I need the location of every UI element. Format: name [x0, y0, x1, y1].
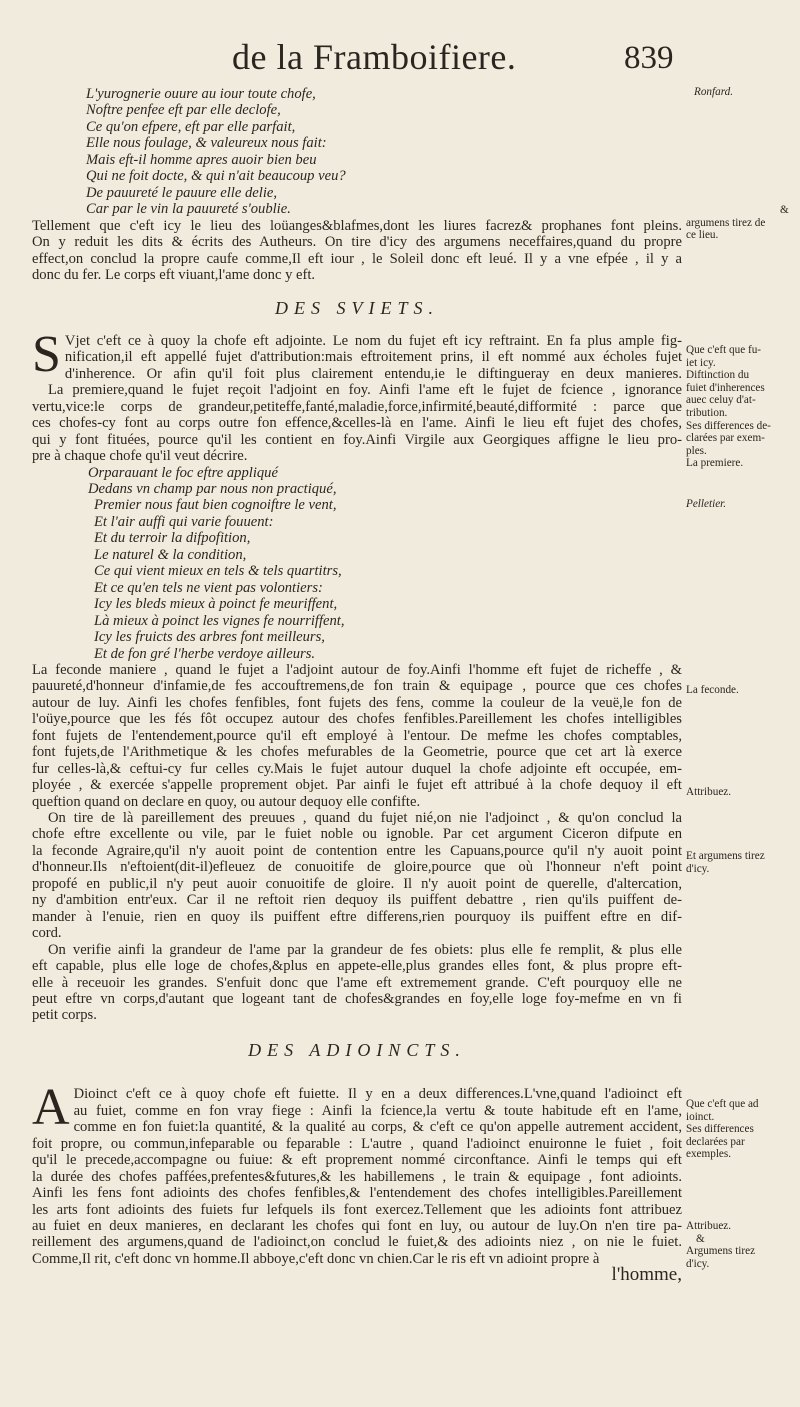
margin-note: Attribuez. & Argumens tirez d'icy.: [686, 1220, 756, 1270]
text-line: Ainfi les fens font adioints des chofes fenfibles,& l'entendement des chofes intelligibles.Pareillement: [32, 1185, 682, 1202]
text-line: effect,on conclud la propre caufe comme,Il eft iour , le Soleil donc eft leué. Il y a vne efpée , il y a: [32, 250, 682, 267]
catchword: l'homme,: [611, 1264, 682, 1286]
margin-note: La feconde.: [686, 684, 739, 696]
section-heading: DES SVIETS.: [275, 298, 439, 319]
text-line: peut eftre vn corps,d'autant que logeant tant de chofes&grandes en foy,elle loge foy-mefme en vn fi: [32, 991, 682, 1008]
text-line: chofe eftre excellente ou vile, par le fuiet noble ou ignoble. Par cet argument Ciceron difpute en: [32, 826, 682, 843]
text-line: ces chofes-cy font au corps outre fon effence,&celles-là en l'ame. Ainfi le lieu eft fujet des chofes,: [32, 415, 682, 432]
margin-note: Pelletier.: [686, 498, 727, 510]
text-line: font fujets,de l'Arithmetique & les chofes mefurables de la Geometrie, pource que cet art là exerce: [32, 744, 682, 761]
text-line: fur celles-là,& ceftui-cy fur celles cy.Mais le fujet autour duquel la chofe adjointe eft occupée, em-: [32, 760, 682, 777]
text-line: au fuiet en deux manieres, en declarant les chofes qui font en luy, ou autour de luy.On n'en tire pa-: [32, 1218, 682, 1234]
paragraph: [32, 942, 682, 1024]
text-line: ployée , & exercée s'appelle proprement objet. Par ainfi le fujet eft attribué à la chofe dequoy il eft: [32, 777, 682, 794]
main-text-column: [32, 86, 682, 1289]
text-line: vertu,vice:le corps de grandeur,petiteffe,fanté,maladie,force,infirmité,beauté,difformité : parce que: [32, 398, 682, 415]
verse-line: Car par le vin la pauureté s'oublie.: [86, 201, 291, 218]
text-line: foit propre, ou commun,infeparable ou feparable : L'autre , quand l'adioinct enuironne le fuiet , foit: [32, 1135, 682, 1152]
page-header: [0, 36, 800, 86]
text-line: d'honneur.Ils n'eftoient(dit-il)efleuez de conuoitife de gloire,pource que où l'honneur n'eft point: [32, 859, 682, 876]
text-line: d'inherence. Or afin qu'il foit plus clairement entendu,ie le diftingueray en deux manieres.: [64, 365, 682, 382]
margin-note: Attribuez.: [686, 786, 732, 798]
text-line: pauureté,d'honneur d'infamie,de fes accouftremens,de fon train & equipage , pource que ces chofes: [32, 678, 682, 695]
margin-note: Que c'eft que fu- iet icy. Diftinction du fuiet d'inherences auec celuy d'at- tribution. Ses differences de- clarées par exem- ples. La premiere.: [686, 344, 771, 470]
paragraph: [32, 662, 682, 810]
paragraph: [32, 325, 682, 465]
text-line: mander à l'enuie, rien en quoy ils puiffent eftre differens,rien pourquoy ils puiffent eftre en dif-: [32, 908, 682, 925]
verse-block-2: [32, 465, 682, 662]
text-line: font fujets de l'entendement,pource qu'il eft employé à l'entour. De mefme les chofes comptables,: [32, 727, 682, 744]
text-line: queftion quand on declare en quoy, ou autour dequoy elle confifte.: [32, 793, 421, 810]
margin-note: & argumens tirez de ce lieu.: [686, 204, 789, 242]
text-line: On verifie ainfi la grandeur de l'ame par la grandeur de fes obiets: plus elle fe remplit, & plus elle: [48, 941, 682, 958]
paragraph: [32, 1079, 682, 1267]
text-line: elle à receuoir les grandes. S'enfuit donc que l'ame eft extremement grande. C'eft pourquoy elle ne: [32, 974, 682, 991]
text-line: nification,il eft appellé fujet d'attribution:mais eftroitement prins, il eft nommé aux écholes fujet: [64, 349, 682, 366]
verse-line: L'yurognerie ouure au iour toute chofe,: [86, 86, 316, 102]
page-number: 839: [624, 40, 674, 76]
verse-line: Qui ne foit docte, & qui n'ait beaucoup veu?: [86, 168, 346, 185]
text-line: les arts font adioints des fuiets fur lefquels ils font exercez.Tellement que les adioints font attribuez: [32, 1201, 682, 1218]
paragraph: [32, 810, 682, 942]
text-line: La premiere,quand le fujet reçoit l'adjoint en foy. Ainfi l'ame eft le fujet de fcience , ignorance: [48, 382, 682, 399]
verse-line: Ce qui vient mieux en tels & tels quartitrs,: [94, 563, 342, 580]
text-line: la durée des chofes paffées,prefentes&futures,& les habillemens , le train & equipage , font adioints.: [32, 1168, 682, 1185]
running-title: de la Framboifiere.: [232, 37, 517, 77]
verse-block-1: [32, 86, 682, 218]
verse-line: Elle nous foulage, & valeureux nous fait:: [86, 135, 327, 152]
text-line: La feconde maniere , quand le fujet a l'adjoint autour de foy.Ainfi l'homme eft fujet de richeffe , &: [32, 661, 682, 678]
drop-capital: S: [32, 325, 61, 383]
text-line: autour de luy. Ainfi les chofes fenfibles, font fujets des fens, comme la couleur de la veuë,le fon de: [32, 694, 682, 711]
text-line: comme en fon fuiet:la quantité, & la qualité au corps, & c'eft ce qu'on appelle autrement accident,: [73, 1119, 682, 1136]
text-line: la feconde Agraire,qu'il n'y auoit point de contention entre les Capuans,pource qu'il n'y auoit point: [32, 842, 682, 859]
verse-line: De pauureté le pauure elle delie,: [86, 184, 278, 201]
text-line: ny d'ambition entr'eux. Car il ne reftoit rien dequoy ils puiffent debattre , rien qu'ils puiffent de-: [32, 892, 682, 909]
verse-line: Et du terroir la difpofition,: [94, 530, 251, 547]
text-line: Vjet c'eft ce à quoy la chofe eft adjointe. Le nom du fujet eft icy reftraint. En fa plus ample fig-: [64, 332, 682, 349]
drop-capital: A: [32, 1079, 70, 1137]
text-line: petit corps.: [32, 1007, 97, 1024]
verse-line: Icy les fruicts des arbres font meilleurs,: [94, 629, 325, 646]
text-line: eft capable, plus elle loge de chofes,&plus en appete-elle,plus grandes elles font, & plus propre eft-: [32, 958, 682, 975]
text-line: Comme,Il rit, c'eft donc vn homme.Il abboye,c'eft donc vn chien.Car le ris eft vn adioint propre à: [32, 1250, 600, 1267]
text-line: qui y font fituées, pource qu'il les contient en foy.Ainfi Virgile aux Georgiques affigne le lieu pro-: [32, 431, 682, 448]
verse-line: Et l'air auffi qui varie fouuent:: [94, 513, 274, 530]
text-line: pre à chaque chofe qu'il veut décrire.: [32, 448, 248, 465]
catchword-row: [32, 1264, 682, 1289]
verse-line: Mais eft-il homme apres auoir bien beu: [86, 151, 317, 168]
text-line: qu'il le precede,accompagne ou fuiue: & eft proprement nommé circonftance. Ainfi le temps qui eft: [32, 1152, 682, 1169]
verse-line: Ce qu'on efpere, eft par elle parfait,: [86, 118, 296, 135]
text-line: Tellement que c'eft icy le lieu des loüanges&blafmes,dont les liures facrez& prophanes font pleins.: [32, 217, 682, 234]
verse-line: Et ce qu'en tels ne vient pas volontiers:: [94, 579, 323, 596]
verse-line: Le naturel & la condition,: [94, 546, 247, 563]
verse-line: Et de fon gré l'herbe verdoye ailleurs.: [94, 645, 316, 662]
text-line: On tire de là pareillement des preuues , quand du fujet nié,on nie l'adjoinct , & qu'on conclud la: [48, 810, 682, 827]
verse-line: Là mieux à poinct les vignes fe nourriffent,: [94, 612, 345, 629]
paragraph: [32, 218, 682, 284]
text-line: propofé en public,il n'y peut auoir conuoitife de gloire. Il n'y auoit point de querelle, d'altercation,: [32, 875, 682, 892]
text-line: reillement des argumens,quand de l'adioinct,on conclud le fuiet,& des adioints niez , on nie le fuiet.: [32, 1234, 682, 1251]
text-line: cord.: [32, 925, 62, 942]
verse-line: Orparauant le foc eftre appliqué: [88, 464, 278, 481]
text-line: donc du fer. Le corps eft viuant,l'ame donc y eft.: [32, 266, 316, 283]
verse-line: Premier nous faut bien cognoiftre le vent,: [94, 497, 337, 514]
section-heading: DES ADIOINCTS.: [248, 1039, 466, 1060]
verse-line: Icy les bleds mieux à poinct fe meuriffent,: [94, 596, 338, 613]
verse-line: Dedans vn champ par nous non practiqué,: [88, 480, 337, 497]
margin-note: Ronfard.: [694, 86, 734, 98]
text-line: On y reduit les dits & écrits des Autheurs. On tire d'icy des argumens neceffaires,quand du propre: [32, 234, 682, 251]
margin-note: Et argumens tirez d'icy.: [686, 850, 765, 875]
verse-line: Noftre penfee eft par elle declofe,: [86, 102, 281, 119]
margin-note: Que c'eft que ad ioinct. Ses differences declarées par exemples.: [686, 1098, 759, 1161]
text-line: Dioinct c'eft ce à quoy chofe eft fuiette. Il y en a deux differences.L'vne,quand l'adioinct eft: [73, 1086, 682, 1103]
text-line: au fuiet, comme en fon vray fiege : Ainfi la fcience,la vertu & toute habitude eft en l'ame,: [73, 1102, 682, 1119]
text-line: l'oüye,pource que les fés fôt occupez autour des chofes fenfibles.Pareillement les chofes intelligibles: [32, 711, 682, 728]
